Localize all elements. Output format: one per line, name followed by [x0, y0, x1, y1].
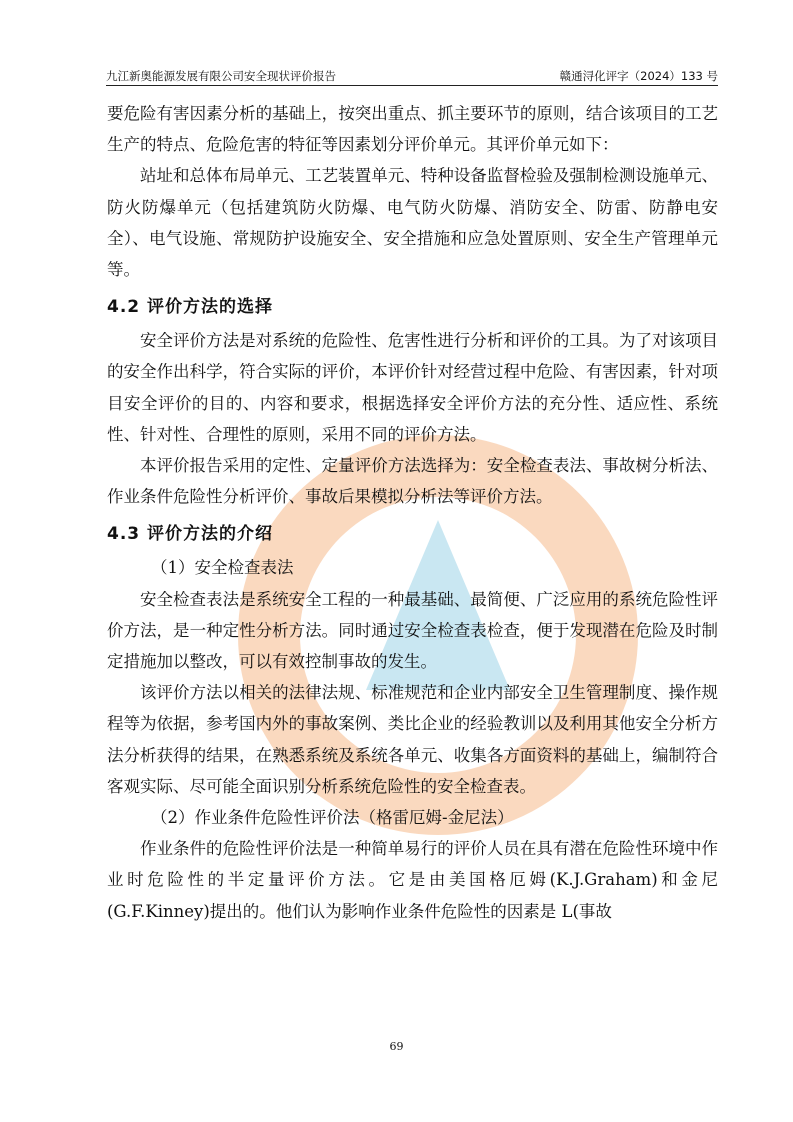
header-company: 九江新奥能源发展有限公司安全现状评价报告	[106, 69, 336, 83]
paragraph-methods-used: 本评价报告采用的定性、定量评价方法选择为：安全检查表法、事故树分析法、作业条件危险性分析评价、事故后果模拟分析法等评价方法。	[107, 456, 718, 507]
header-doc-number: 赣通浔化评字（2024）133 号	[559, 69, 718, 83]
paragraph-checklist-basis: 该评价方法以相关的法律法规、标准规范和企业内部安全卫生管理制度、操作规程等为依据，参考国内外的事故案例、类比企业的经验教训以及利用其他安全分析方法分析获得的结果，在熟悉系统及系统各单元、收集各方面资料的基础上，编制符合客观实际、尽可能全面识别分析系统危险性的安全检查表。	[107, 683, 718, 796]
paragraph-lec-desc: 作业条件的危险性评价法是一种简单易行的评价人员在具有潜在危险性环境中作业时危险性的半定量评价方法。它是由美国格厄姆(K.J.Graham)和金尼(G.F.Kinney)提出的。他们认为影响作业条件危险性的因素是 L(事故	[107, 839, 718, 921]
paragraph-units-intro: 要危险有害因素分析的基础上，按突出重点、抓主要环节的原则，结合该项目的工艺生产的特点、危险危害的特征等因素划分评价单元。其评价单元如下：	[107, 104, 718, 155]
paragraph-units-list: 站址和总体布局单元、工艺装置单元、特种设备监督检验及强制检测设施单元、防火防爆单元（包括建筑防火防爆、电气防火防爆、消防安全、防雷、防静电安全）、电气设施、常规防护设施安全、安全措施和应急处置原则、安全生产管理单元等。	[107, 166, 718, 280]
page-header	[106, 66, 718, 84]
page-content	[107, 98, 718, 927]
subheading-checklist-method: （1）安全检查表法	[151, 558, 294, 578]
section-heading-4-2: 4.2 评价方法的选择	[107, 297, 274, 318]
paragraph-checklist-desc: 安全检查表法是系统安全工程的一种最基础、最简便、广泛应用的系统危险性评价方法，是一种定性分析方法。同时通过安全检查表检查，便于发现潜在危险及时制定措施加以整改，可以有效控制事故的发生。	[107, 589, 718, 672]
section-heading-4-3: 4.3 评价方法的介绍	[107, 524, 274, 545]
paragraph-method-selection: 安全评价方法是对系统的危险性、危害性进行分析和评价的工具。为了对该项目的安全作出科学，符合实际的评价，本评价针对经营过程中危险、有害因素，针对项目安全评价的目的、内容和要求，根据选择安全评价方法的充分性、适应性、系统性、针对性、合理性的原则，采用不同的评价方法。	[107, 331, 718, 444]
page-number: 69	[389, 1040, 404, 1053]
subheading-lec-method: （2）作业条件危险性评价法（格雷厄姆-金尼法）	[151, 808, 514, 828]
header-rule	[106, 85, 718, 86]
